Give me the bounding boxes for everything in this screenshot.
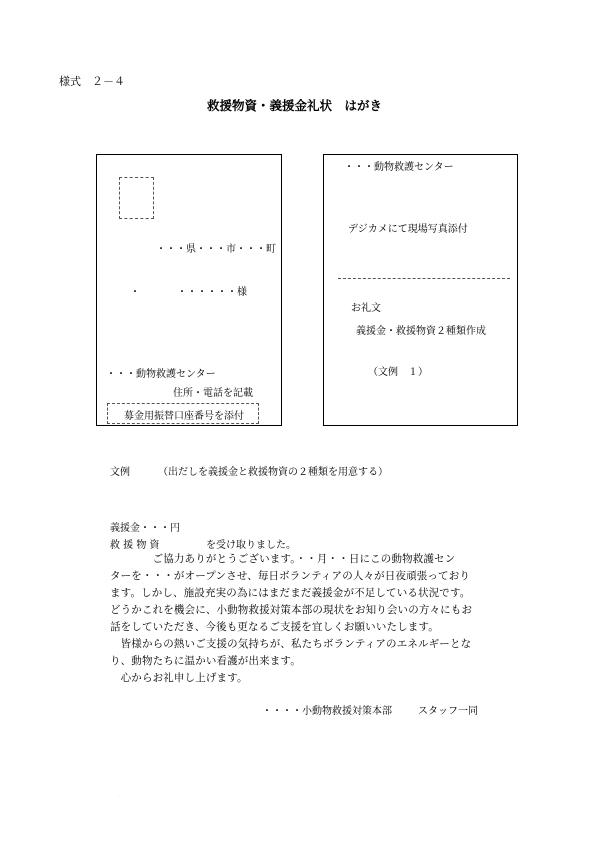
back-header: ・・・動物救護センター bbox=[344, 162, 454, 173]
sender-name: ・・・動物救護センター bbox=[106, 369, 216, 380]
stamp-placeholder bbox=[119, 177, 154, 219]
form-code: 様式 ２－４ bbox=[59, 75, 125, 88]
supplies-label: 救 援 物 資 bbox=[110, 540, 160, 551]
letter-body bbox=[110, 551, 490, 687]
letter-label: お礼文 bbox=[351, 303, 381, 314]
page-title: 救援物資・義援金礼状 はがき bbox=[207, 98, 383, 113]
letter-note: 義援金・救援物資２種類作成 bbox=[356, 326, 486, 337]
sender-detail: 住所・電話を記載 bbox=[173, 388, 253, 399]
postcard-back bbox=[323, 154, 518, 426]
body-line: 心からお礼申し上げます。 bbox=[110, 672, 248, 684]
photo-note: デジカメにて現場写真添付 bbox=[348, 224, 468, 235]
body-line: 話をしていただき、今後も更なるご支援を宜しくお願いいたします。 bbox=[110, 621, 439, 633]
body-line: 皆様からの熱いご支援の気持ちが、私たちボランティアのエネルギーとな bbox=[110, 638, 472, 650]
donation-line: 義援金・・・円 bbox=[110, 523, 180, 534]
body-line: どうかこれを機会に、小動物救援対策本部の現状をお知り会いの方々にもお bbox=[110, 604, 473, 616]
recipient-address: ・・・県・・・市・・・町 bbox=[156, 244, 276, 255]
recipient-name: ・・・・・・様 bbox=[177, 287, 247, 298]
signature-org: ・・・・小動物救援対策本部 bbox=[262, 706, 392, 717]
example-ref: （文例 １） bbox=[368, 367, 428, 378]
body-line: り、動物たちに温かい看護が出来ます。 bbox=[110, 655, 301, 667]
body-line: ご協力ありがとうございます。・・月・・日にこの動物救護セン bbox=[110, 553, 456, 565]
signature-staff: スタッフ一同 bbox=[418, 706, 478, 717]
body-line: ます。しかし、施設充実の為にはまだまだ義援金が不足している状況です。 bbox=[110, 587, 471, 599]
body-line: ターを・・・がオープンさせ、毎日ボランティアの人々が日夜頑張っており bbox=[110, 570, 470, 582]
bank-note: 募金用振替口座番号を添付 bbox=[124, 411, 244, 422]
divider-line bbox=[338, 278, 510, 279]
footer-mark: . bbox=[118, 792, 120, 797]
supplies-received: を受け取りました。 bbox=[206, 540, 296, 551]
example-note: （出だしを義援金と救援物資の２種類を用意する） bbox=[158, 467, 388, 478]
example-label: 文例 bbox=[110, 467, 130, 478]
recipient-dot: ・ bbox=[130, 287, 140, 298]
